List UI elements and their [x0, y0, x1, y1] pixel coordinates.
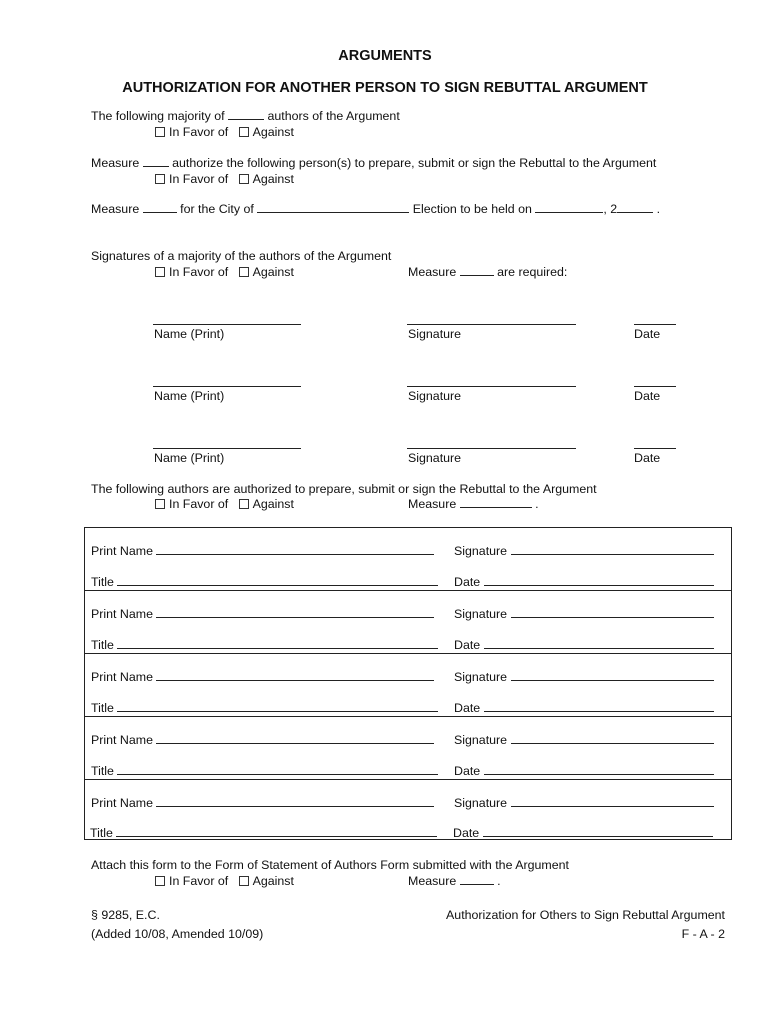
favor-against-3: In Favor of Against — [155, 265, 294, 279]
measure-line: Measure . — [408, 497, 539, 511]
against-checkbox[interactable] — [239, 267, 249, 277]
signature-label: Signature — [408, 451, 462, 465]
in-favor-checkbox[interactable] — [155, 499, 165, 509]
date-label: Date — [634, 451, 661, 465]
favor-against-5: In Favor of Against — [155, 874, 294, 888]
title-field[interactable]: Title — [91, 701, 438, 715]
name-line[interactable] — [153, 448, 301, 449]
form-title: Authorization for Others to Sign Rebuttal Argument — [446, 908, 725, 922]
date-field[interactable]: Date — [454, 575, 714, 589]
date-field[interactable]: Date — [453, 826, 713, 840]
page-title: ARGUMENTS — [338, 48, 432, 64]
measure-required: Measure are required: — [408, 265, 568, 279]
majority-count-field[interactable] — [228, 118, 264, 120]
signature-field[interactable]: Signature — [454, 607, 714, 621]
legal-citation: § 9285, E.C. — [91, 908, 160, 922]
signatures-intro: Signatures of a majority of the authors of the Argument — [91, 249, 392, 263]
date-line[interactable] — [634, 448, 676, 449]
election-line: Measure for the City of Election to be held on , 2 . — [91, 202, 661, 216]
in-favor-checkbox[interactable] — [155, 267, 165, 277]
date-label: Date — [634, 389, 661, 403]
signature-field[interactable]: Signature — [454, 670, 714, 684]
form-code: F - A - 2 — [681, 927, 725, 941]
print-name-field[interactable]: Print Name — [91, 544, 434, 558]
against-checkbox[interactable] — [239, 876, 249, 886]
election-date-field[interactable] — [535, 211, 603, 213]
in-favor-checkbox[interactable] — [155, 876, 165, 886]
against-checkbox[interactable] — [239, 174, 249, 184]
name-line[interactable] — [153, 386, 301, 387]
favor-against-1: In Favor of Against — [155, 125, 294, 139]
date-label: Date — [634, 327, 661, 341]
name-line[interactable] — [153, 324, 301, 325]
name-print-label: Name (Print) — [154, 389, 225, 403]
in-favor-checkbox[interactable] — [155, 174, 165, 184]
measure-number-field[interactable] — [460, 274, 494, 276]
against-checkbox[interactable] — [239, 499, 249, 509]
signature-field[interactable]: Signature — [454, 544, 714, 558]
signature-field[interactable]: Signature — [454, 796, 714, 810]
print-name-field[interactable]: Print Name — [91, 733, 434, 747]
signature-line[interactable] — [407, 324, 576, 325]
city-field[interactable] — [257, 211, 409, 213]
name-print-label: Name (Print) — [154, 451, 225, 465]
against-checkbox[interactable] — [239, 127, 249, 137]
attach-instruction: Attach this form to the Form of Statement of Authors Form submitted with the Argument — [91, 858, 569, 872]
date-field[interactable]: Date — [454, 701, 714, 715]
row-divider — [85, 590, 731, 591]
title-field[interactable]: Title — [91, 764, 438, 778]
title-field[interactable]: Title — [91, 638, 438, 652]
authorized-persons-table — [84, 527, 732, 840]
favor-against-2: In Favor of Against — [155, 172, 294, 186]
signature-line[interactable] — [407, 386, 576, 387]
name-print-label: Name (Print) — [154, 327, 225, 341]
title-field[interactable]: Title — [91, 575, 438, 589]
measure-number-field[interactable] — [143, 211, 177, 213]
measure-line: Measure . — [408, 874, 501, 888]
measure-number-field[interactable] — [143, 165, 169, 167]
authorize-line: Measure authorize the following person(s) to prepare, submit or sign the Rebuttal to the Argument — [91, 156, 657, 170]
signature-line[interactable] — [407, 448, 576, 449]
signature-label: Signature — [408, 389, 462, 403]
signature-field[interactable]: Signature — [454, 733, 714, 747]
date-field[interactable]: Date — [454, 764, 714, 778]
row-divider — [85, 653, 731, 654]
print-name-field[interactable]: Print Name — [91, 607, 434, 621]
authorized-intro: The following authors are authorized to prepare, submit or sign the Rebuttal to the Argument — [91, 482, 597, 496]
date-line[interactable] — [634, 324, 676, 325]
row-divider — [85, 779, 731, 780]
majority-line: The following majority of authors of the Argument — [91, 109, 400, 123]
election-year-field[interactable] — [617, 211, 653, 213]
favor-against-4: In Favor of Against — [155, 497, 294, 511]
print-name-field[interactable]: Print Name — [91, 796, 434, 810]
title-field[interactable]: Title — [90, 826, 437, 840]
measure-number-field[interactable] — [460, 883, 494, 885]
date-line[interactable] — [634, 386, 676, 387]
date-field[interactable]: Date — [454, 638, 714, 652]
measure-number-field[interactable] — [460, 506, 532, 508]
signature-label: Signature — [408, 327, 462, 341]
row-divider — [85, 716, 731, 717]
print-name-field[interactable]: Print Name — [91, 670, 434, 684]
revision-history: (Added 10/08, Amended 10/09) — [91, 927, 264, 941]
in-favor-checkbox[interactable] — [155, 127, 165, 137]
page-subtitle: AUTHORIZATION FOR ANOTHER PERSON TO SIGN REBUTTAL ARGUMENT — [122, 80, 648, 96]
